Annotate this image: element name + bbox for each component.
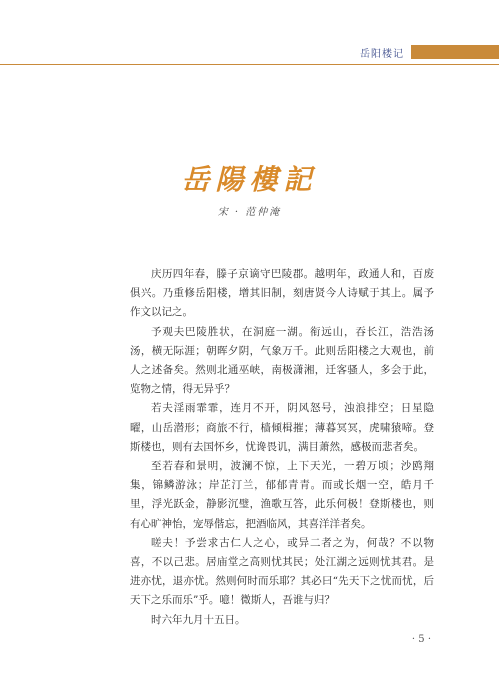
header-rule: [0, 64, 499, 65]
paragraph: 庆历四年春，滕子京谪守巴陵郡。越明年，政通人和，百废俱兴。乃重修岳阳楼，增其旧制，刻唐贤今人诗赋于其上。属予作文以记之。: [130, 268, 434, 319]
body-text: [130, 265, 434, 630]
paragraph: 至若春和景明，波澜不惊，上下天光，一碧万顷；沙鸥翔集，锦鳞游泳；岸芷汀兰，郁郁青青。而或长烟一空，皓月千里，浮光跃金，静影沉璧，渔歌互答，此乐何极！登斯楼也，则有心旷神怡，宠辱偕忘，把酒临风，其喜洋洋者矣。: [130, 460, 434, 530]
page-title: 岳陽樓記: [181, 163, 318, 196]
page-number: · 5 ·: [411, 634, 431, 645]
paragraph: 时六年九月十五日。: [151, 613, 246, 626]
paragraph: 若夫淫雨霏霏，连月不开，阴风怒号，浊浪排空；日星隐曜，山岳潜形；商旅不行，樯倾楫摧；薄暮冥冥，虎啸猿啼。登斯楼也，则有去国怀乡，忧谗畏讥，满目萧然，感极而悲者矣。: [130, 402, 434, 453]
author-line: 宋 · 范仲淹: [217, 207, 282, 218]
header-accent-bar: [411, 45, 499, 59]
paragraph: 嗟夫！予尝求古仁人之心，或异二者之为，何哉？不以物喜，不以己悲。居庙堂之高则忧其民；处江湖之远则忧其君。是进亦忧，退亦忧。然则何时而乐耶？其必曰“先天下之忧而忧，后天下之乐而乐”乎。噫！微斯人，吾谁与归？: [130, 536, 434, 607]
paragraph: 予观夫巴陵胜状，在洞庭一湖。衔远山，吞长江，浩浩汤汤，横无际涯；朝晖夕阴，气象万千。此则岳阳楼之大观也，前人之述备矣。然则北通巫峡，南极潇湘，迁客骚人，多会于此，览物之情，得无异乎？: [130, 325, 434, 396]
header-running-title: 岳阳楼记: [360, 49, 404, 60]
